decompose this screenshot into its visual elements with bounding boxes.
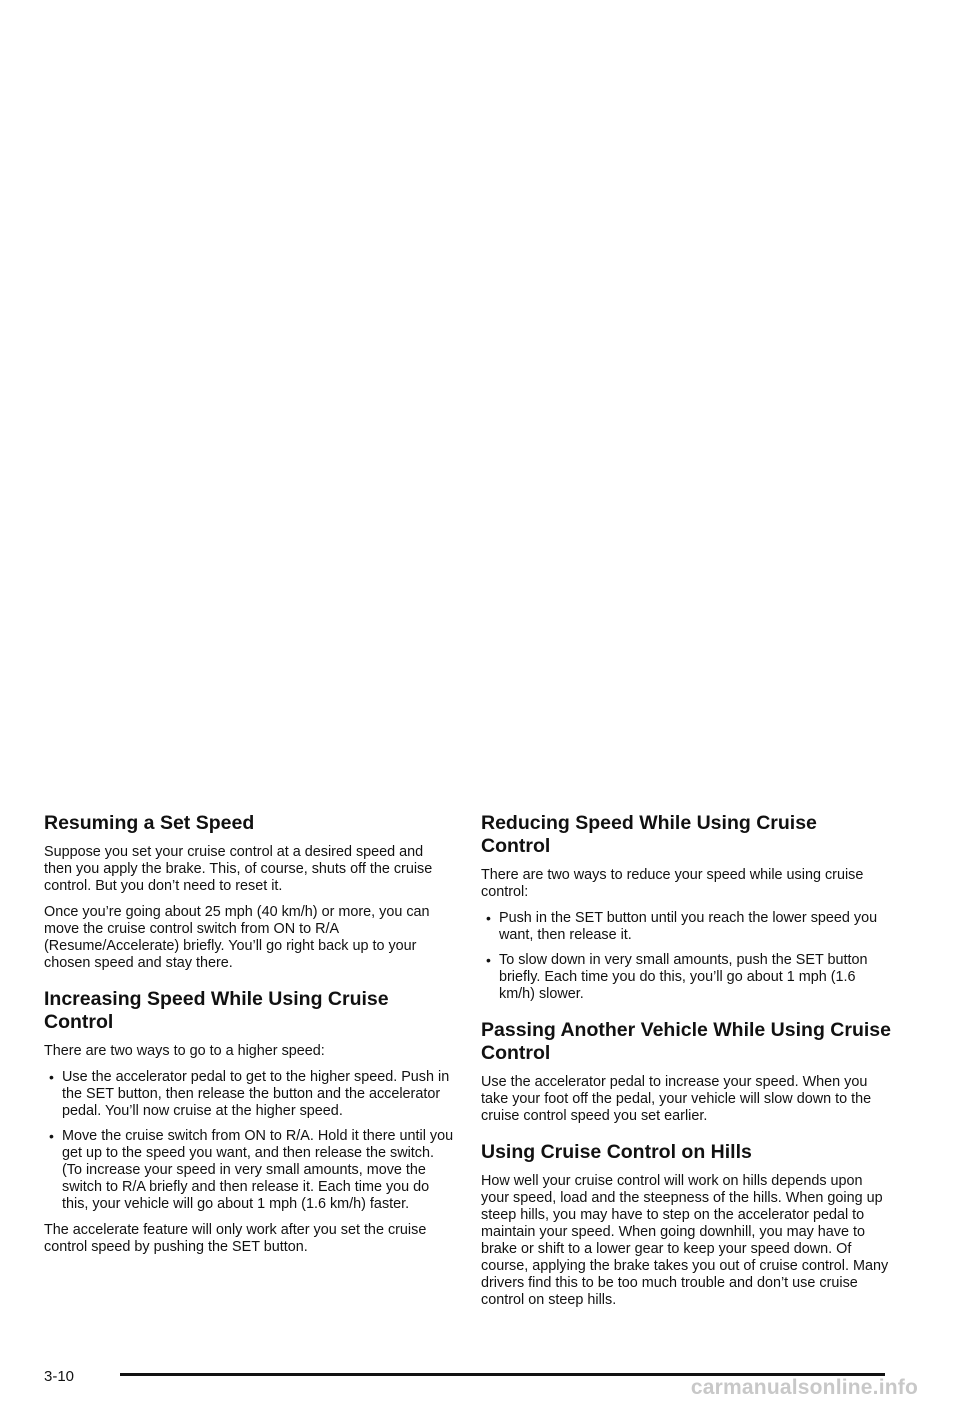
page-number: 3-10	[44, 1368, 75, 1385]
bullet-list	[481, 910, 891, 1003]
bullet-list	[44, 1069, 454, 1213]
bullet-icon: •	[486, 910, 491, 926]
heading-reducing-speed: Reducing Speed While Using Cruise Control	[481, 812, 817, 857]
heading-resuming-set-speed: Resuming a Set Speed	[44, 812, 255, 834]
heading-passing-vehicle: Passing Another Vehicle While Using Cruise Control	[481, 1019, 891, 1064]
watermark-logo: carmanualsonline.info	[690, 1376, 918, 1399]
paragraph: Suppose you set your cruise control at a desired speed and then you apply the brake. This, of course, shuts off the cruise control. But you don’t need to reset it.	[44, 844, 433, 894]
paragraph: Once you’re going about 25 mph (40 km/h) or more, you can move the cruise control switch from ON to R/A (Resume/Accelerate) briefly. You’ll go right back up to your chosen speed and stay there.	[44, 904, 430, 971]
list-item-text: Push in the SET button until you reach the lower speed you want, then release it.	[499, 910, 878, 943]
list-item	[44, 1128, 454, 1213]
paragraph: Use the accelerator pedal to increase your speed. When you take your foot off the pedal, your vehicle will slow down to the cruise control speed you set earlier.	[481, 1074, 872, 1124]
list-item	[44, 1069, 454, 1120]
left-column	[44, 812, 454, 1265]
list-item-text: Use the accelerator pedal to get to the higher speed. Push in the SET button, then release the button and the accelerator pedal. You’ll now cruise at the higher speed.	[62, 1069, 450, 1119]
heading-cruise-on-hills: Using Cruise Control on Hills	[481, 1141, 752, 1163]
list-item	[481, 910, 891, 944]
bullet-icon: •	[49, 1069, 54, 1085]
bullet-icon: •	[49, 1128, 54, 1144]
list-item-text: Move the cruise switch from ON to R/A. Hold it there until you get up to the speed you want, and then release the switch. (To increase your speed in very small amounts, move the switch to R/A briefly and then release it. Each time you do this, your vehicle will go about 1 mph (1.6 km/h) faster.	[62, 1128, 454, 1212]
list-item-text: To slow down in very small amounts, push the SET button briefly. Each time you do this, you’ll go about 1 mph (1.6 km/h) slower.	[499, 952, 868, 1002]
paragraph: There are two ways to go to a higher speed:	[44, 1043, 325, 1059]
paragraph: The accelerate feature will only work after you set the cruise control speed by pushing the SET button.	[44, 1222, 427, 1255]
bullet-icon: •	[486, 952, 491, 968]
list-item	[481, 952, 891, 1003]
right-column	[481, 812, 891, 1318]
paragraph: There are two ways to reduce your speed while using cruise control:	[481, 867, 864, 900]
heading-increasing-speed: Increasing Speed While Using Cruise Control	[44, 988, 389, 1033]
paragraph: How well your cruise control will work on hills depends upon your speed, load and the steepness of the hills. When going up steep hills, you may have to step on the accelerator pedal to maintain your speed. When going downhill, you may have to brake or shift to a lower gear to keep your speed down. Of course, applying the brake takes you out of cruise control. Many drivers find this to be too much trouble and don’t use cruise control on steep hills.	[481, 1173, 889, 1308]
